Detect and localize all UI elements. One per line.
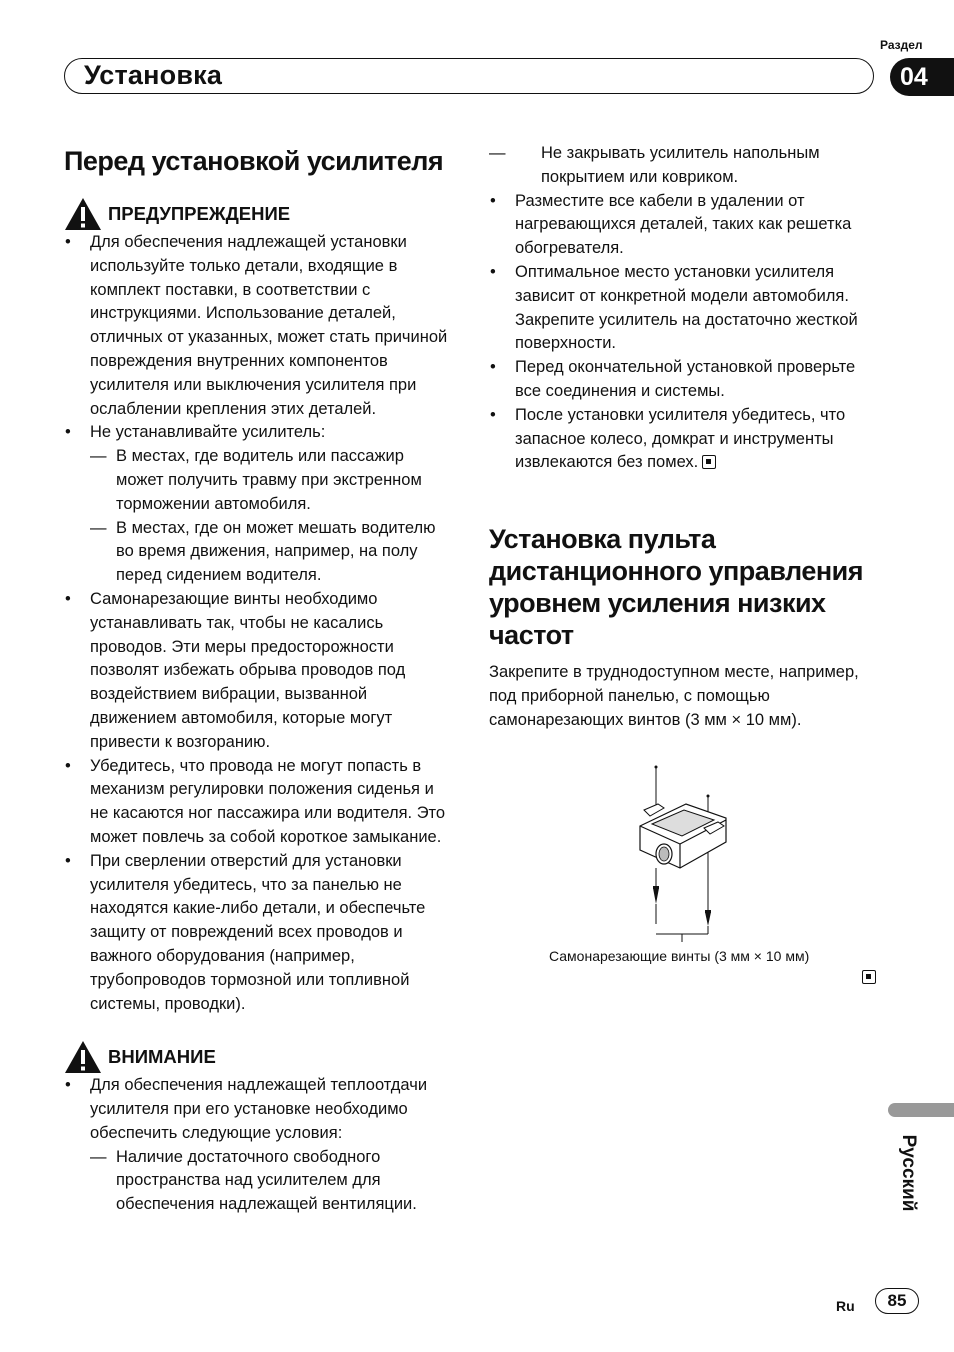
warning-label: ПРЕДУПРЕЖДЕНИЕ bbox=[108, 203, 291, 225]
list-item bbox=[64, 421, 454, 588]
list-item: • Перед окончательной установкой проверьте все соединения и системы. bbox=[489, 356, 884, 404]
caution-icon bbox=[64, 1040, 102, 1074]
sub-list bbox=[90, 1146, 454, 1217]
right-column bbox=[489, 142, 884, 733]
section-label: Раздел bbox=[880, 38, 923, 52]
sub-list bbox=[489, 142, 884, 190]
list-item: • Оптимальное место установки усилителя зависит от конкретной модели автомобиля. Закрепите усилитель на достаточно жесткой поверхности. bbox=[489, 261, 884, 356]
language-tab bbox=[888, 1103, 954, 1117]
list-item bbox=[489, 404, 884, 475]
remote-unit-illustration bbox=[630, 764, 740, 944]
caution-label: ВНИМАНИЕ bbox=[108, 1046, 216, 1068]
sub-list bbox=[90, 445, 454, 588]
list-item-text: Для обеспечения надлежащей теплоотдачи усилителя при его установке необходимо обеспечить следующие условия: bbox=[90, 1076, 428, 1142]
section-number-badge: 04 bbox=[890, 58, 954, 96]
chapter-title: Установка bbox=[84, 60, 223, 90]
install-list bbox=[489, 190, 884, 476]
warning-icon bbox=[64, 197, 102, 231]
language-text: Русский bbox=[898, 1134, 919, 1212]
figure-caption: Самонарезающие винты (3 мм × 10 мм) bbox=[549, 948, 810, 964]
list-item: • Самонарезающие винты необходимо устанавливать так, чтобы не касались проводов. Эти меры предосторожности позволят избежать обрыва проводов под воздействием вибрации, вызванной движением автомобиля, которые могут привести к возгоранию. bbox=[64, 588, 454, 755]
sub-list-item: — В местах, где он может мешать водителю во время движения, например, на полу перед сидением водителя. bbox=[90, 517, 454, 588]
end-mark-icon bbox=[862, 970, 876, 984]
list-item bbox=[64, 1074, 454, 1217]
sub-list-item: — Наличие достаточного свободного пространства над усилителем для обеспечения надлежащей вентиляции. bbox=[90, 1146, 454, 1217]
list-item-text: После установки усилителя убедитесь, что запасное колесо, домкрат и инструменты извлекаются без помех. bbox=[515, 405, 846, 472]
sub-list-item: — В местах, где водитель или пассажир может получить травму при экстренном торможении автомобиля. bbox=[90, 445, 454, 516]
warning-heading bbox=[64, 197, 454, 231]
list-item: • При сверлении отверстий для установки усилителя убедитесь, что за панелью не находятся какие-либо детали, и обеспечьте защиту от повреждений всех проводов и важного оборудования (например, трубопроводов тормозной или топливной системы, проводки). bbox=[64, 850, 454, 1017]
list-item: • Убедитесь, что провода не могут попасть в механизм регулировки положения сиденья и не касаются ног пассажира или водителя. Это может повлечь за собой короткое замыкание. bbox=[64, 755, 454, 850]
sub-list-item: — Не закрывать усилитель напольным покрытием или ковриком. bbox=[489, 142, 884, 190]
caution-list bbox=[64, 1074, 454, 1217]
remote-paragraph: Закрепите в труднодоступном месте, например, под приборной панелью, с помощью самонарезающих винтов (3 мм × 10 мм). bbox=[489, 663, 859, 729]
language-label bbox=[878, 1128, 938, 1218]
remote-mounting-figure bbox=[630, 764, 740, 944]
caution-heading bbox=[64, 1040, 454, 1074]
left-column bbox=[64, 140, 454, 1217]
section-heading-remote: Установка пульта дистанционного управления уровнем усиления низких частот bbox=[489, 524, 864, 651]
warning-list bbox=[64, 231, 454, 1016]
end-mark-icon bbox=[702, 455, 716, 469]
section-heading-before-install: Перед установкой усилителя bbox=[64, 146, 444, 176]
page-number: 85 bbox=[875, 1288, 919, 1314]
list-item-text: Не устанавливайте усилитель: bbox=[90, 423, 326, 442]
language-code: Ru bbox=[836, 1298, 855, 1314]
list-item: • Разместите все кабели в удалении от нагревающихся деталей, таких как решетка обогревателя. bbox=[489, 190, 884, 261]
list-item: • Для обеспечения надлежащей установки используйте только детали, входящие в комплект поставки, в соответствии с инструкциями. Использование деталей, отличных от указанных, может стать причиной повреждения внутренних компонентов усилителя или выключения усилителя при ослаблении крепления этих деталей. bbox=[64, 231, 454, 421]
